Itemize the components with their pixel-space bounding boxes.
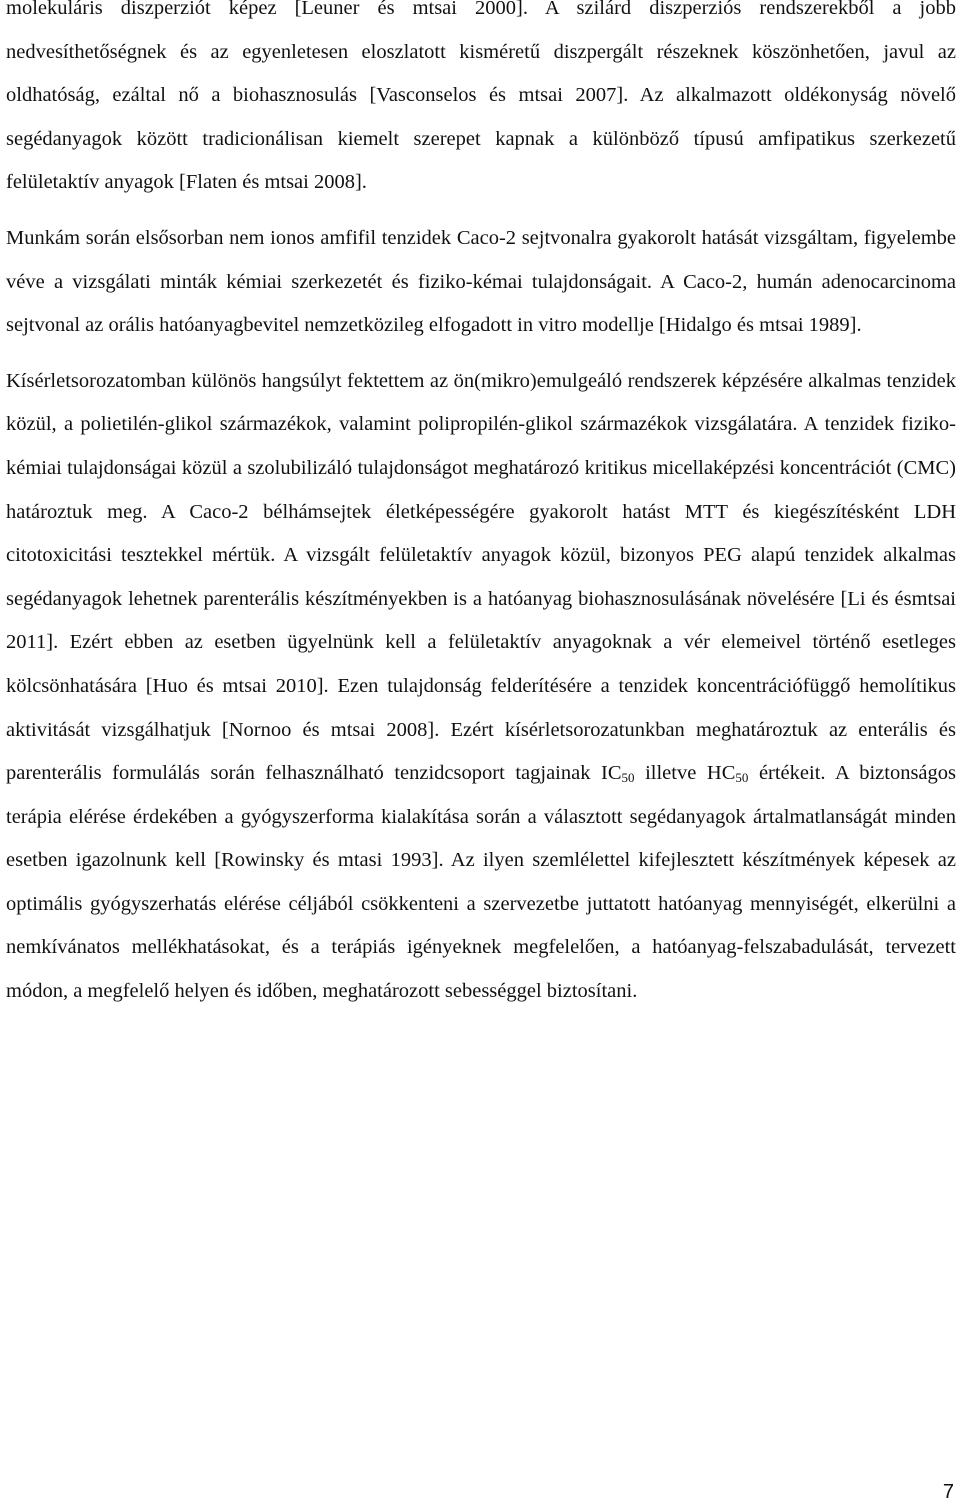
page-number: 7 xyxy=(942,1481,954,1503)
paragraph-1: molekuláris diszperziót képez [Leuner és mtsai 2000]. A szilárd diszperziós rendszerekből a jobb nedvesíthetőségnek és az egyenletesen eloszlatott kisméretű diszpergált részeknek köszönhetően, javul az oldhatóság, ezáltal nő a biohasznosulás [Vasconselos és mtsai 2007]. Az alkalmazott oldékonyság növelő segédanyagok között tradicionálisan kiemelt szerepet kapnak a különböző típusú amfipatikus szerkezetű felületaktív anyagok [Flaten és mtsai 2008]. xyxy=(6,0,956,194)
paragraph-3 xyxy=(6,360,956,1014)
hc50-subscript: 50 xyxy=(735,770,749,786)
paragraph-3-text-b: illetve HC xyxy=(634,762,736,785)
document-page xyxy=(6,0,956,1014)
paragraph-2: Munkám során elsősorban nem ionos amfifil tenzidek Caco-2 sejtvonalra gyakorolt hatását vizsgáltam, figyelembe véve a vizsgálati minták kémiai szerkezetét és fiziko-kémai tulajdonságait. A Caco-2, humán adenocarcinoma sejtvonal az orális hatóanyagbevitel nemzetközileg elfogadott in vitro modellje [Hidalgo és mtsai 1989]. xyxy=(6,226,956,337)
paragraph-3-text-c: értékeit. A biztonságos terápia elérése érdekében a gyógyszerforma kialakítása során a választott segédanyagok ártalmatlanságát minden esetben igazolnunk kell [Rowinsky és mtasi 1993]. Az ilyen szemlélettel kifejlesztett készítmények képesek az optimális gyógyszerhatás elérése céljából csökkenteni a szervezetbe juttatott hatóanyag mennyiségét, elkerülni a nemkívánatos mellékhatásokat, és a terápiás igényeknek megfelelően, a hatóanyag-felszabadulását, tervezett módon, a megfelelő helyen és időben, meghatározott sebességgel biztosítani. xyxy=(6,762,956,1003)
ic50-subscript: 50 xyxy=(621,770,635,786)
paragraph-3-text-a: Kísérletsorozatomban különös hangsúlyt fektettem az ön(mikro)emulgeáló rendszerek képzésére alkalmas tenzidek közül, a polietilén-glikol származékok, valamint polipropilén-glikol származékok vizsgálatára. A tenzidek fiziko-kémiai tulajdonságai közül a szolubilizáló tulajdonságot meghatározó kritikus micellaképzési koncentrációt (CMC) határoztuk meg. A Caco-2 bélhámsejtek életképességére gyakorolt hatást MTT és kiegészítésként LDH citotoxicitási tesztekkel mértük. A vizsgált felületaktív anyagok közül, bizonyos PEG alapú tenzidek alkalmas segédanyagok lehetnek parenterális készítményekben is a hatóanyag biohasznosulásának növelésére [Li és ésmtsai 2011]. Ezért ebben az esetben ügyelnünk kell a felületaktív anyagoknak a vér elemeivel történő esetleges kölcsönhatására [Huo és mtsai 2010]. Ezen tulajdonság felderítésére a tenzidek koncentrációfüggő hemolítikus aktivitását vizsgálhatjuk [Nornoo és mtsai 2008]. Ezért kísérletsorozatunkban meghatároztuk az enterális és parenterális formulálás során felhasználható tenzidcsoport tagjainak IC xyxy=(6,369,956,785)
